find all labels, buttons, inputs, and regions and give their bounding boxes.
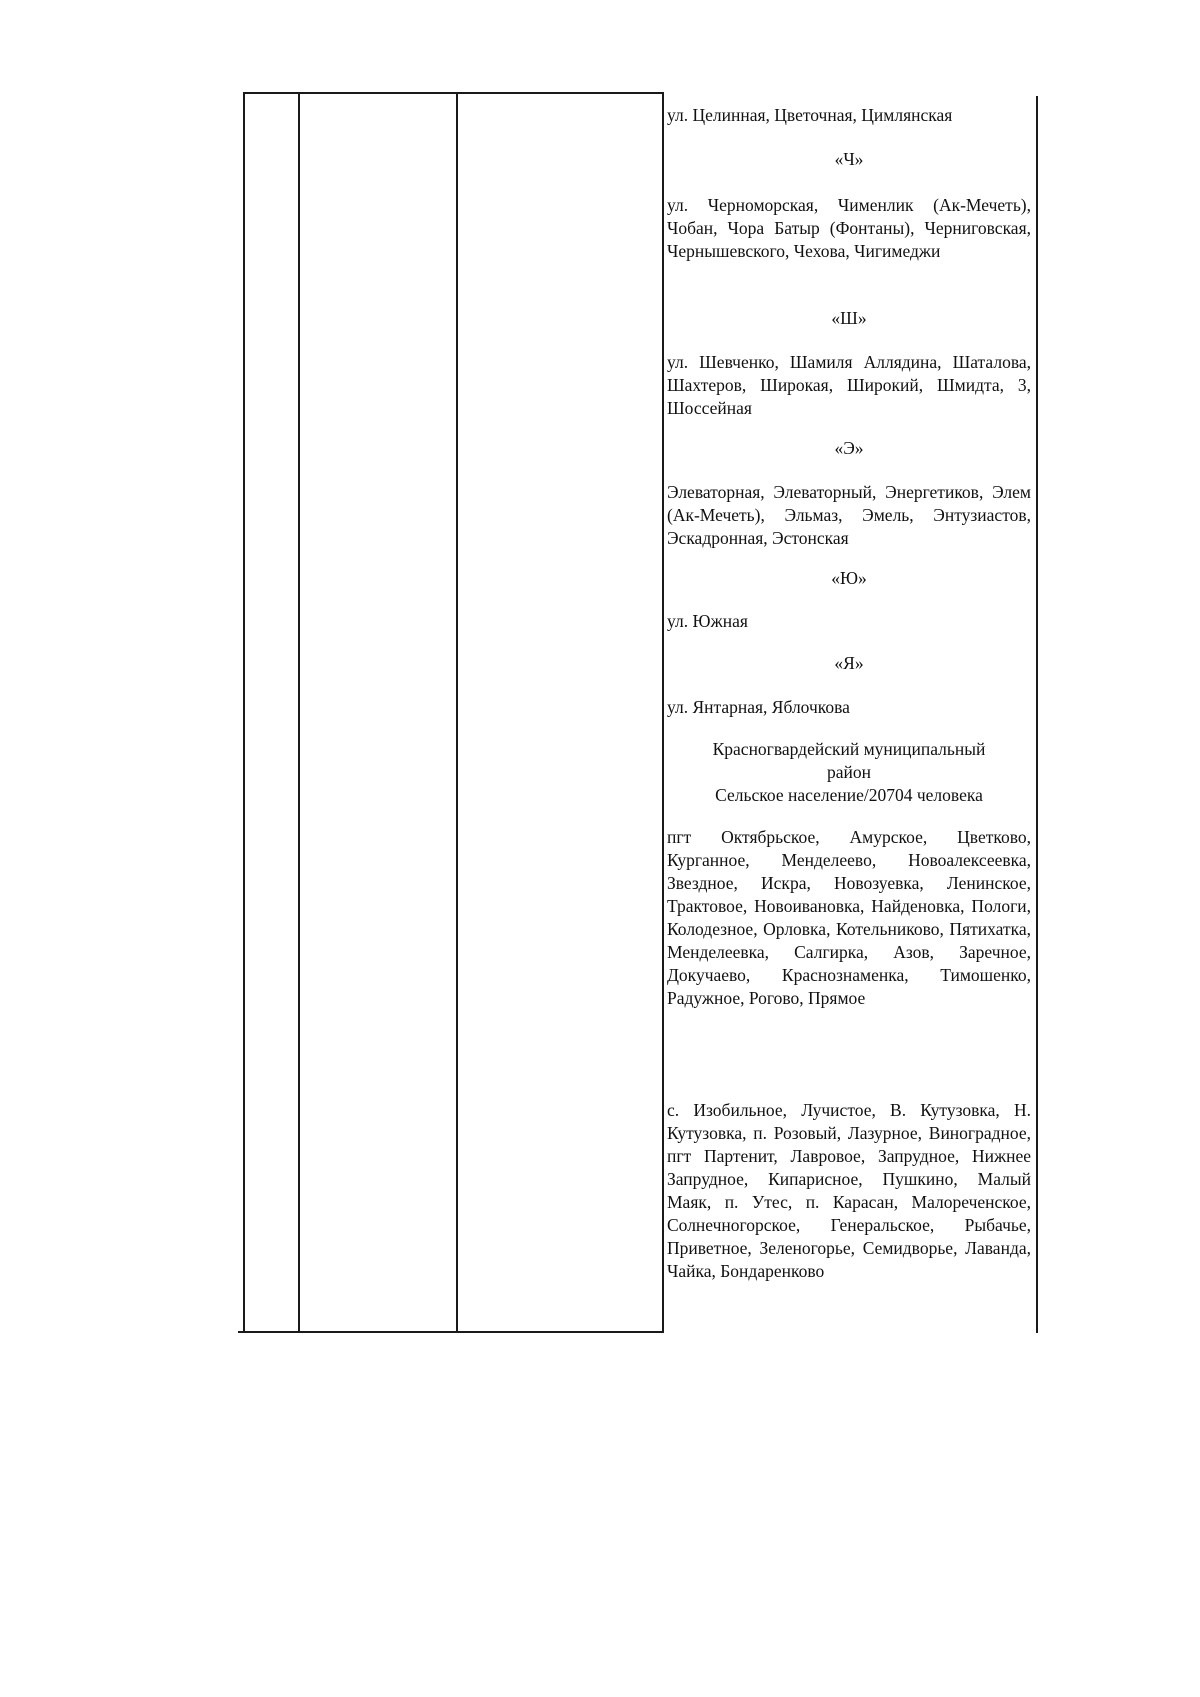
letter-heading-yu: «Ю» [831, 568, 867, 588]
table-column-border-2 [298, 92, 300, 1333]
table-bottom-border [238, 1331, 662, 1333]
district-title: Красногвардейский муниципальный район [712, 739, 986, 782]
district-population: Сельское население/20704 человека [715, 785, 983, 805]
streets-ya: ул. Янтарная, Яблочкова [667, 697, 850, 717]
table-top-border [244, 92, 664, 94]
table-column-border-1 [243, 92, 245, 1333]
letter-heading-sh: «Ш» [831, 308, 867, 328]
settlements-izobilnoye: с. Изобильное, Лучистое, В. Кутузовка, Н. Кутузовка, п. Розовый, Лазурное, Виноградное, пгт Партенит, Лавровое, Запрудное, Нижнее Запрудное, Кипарисное, Пушкино, Малый Маяк, п. Утес, п. Карасан, Малореченское, Солнечногорское, Генеральское, Рыбачье, Приветное, Зеленогорье, Семидворье, Лаванда, Чайка, Бондаренково [667, 1100, 1031, 1281]
streets-ch: ул. Черноморская, Чименлик (Ак-Мечеть), Чобан, Чора Батыр (Фонтаны), Черниговская, Чернышевского, Чехова, Чигимеджи [667, 195, 1031, 261]
table-column-border-3 [456, 92, 458, 1333]
letter-heading-ch: «Ч» [834, 149, 864, 169]
settlements-krasnogvardeysky: пгт Октябрьское, Амурское, Цветково, Курганное, Менделеево, Новоалексеевка, Звездное, Искра, Новозуевка, Ленинское, Трактовое, Новоивановка, Найденовка, Пологи, Колодезное, Орловка, Котельниково, Пятихатка, Менделеевка, Салгирка, Азов, Заречное, Докучаево, Краснознаменка, Тимошенко, Радужное, Рогово, Прямое [667, 827, 1031, 1008]
letter-heading-e: «Э» [834, 438, 864, 458]
letter-heading-ya: «Я» [834, 653, 864, 673]
table-column-border-5 [1036, 96, 1038, 1333]
streets-sh: ул. Шевченко, Шамиля Аллядина, Шаталова, Шахтеров, Широкая, Широкий, Шмидта, 3, Шоссейная [667, 352, 1031, 418]
streets-e: Элеваторная, Элеваторный, Энергетиков, Элем (Ак-Мечеть), Эльмаз, Эмель, Энтузиастов, Эскадронная, Эстонская [667, 482, 1031, 548]
table-column-border-4 [662, 92, 664, 1333]
streets-yu: ул. Южная [667, 611, 748, 631]
streets-ts: ул. Целинная, Цветочная, Цимлянская [667, 105, 953, 125]
